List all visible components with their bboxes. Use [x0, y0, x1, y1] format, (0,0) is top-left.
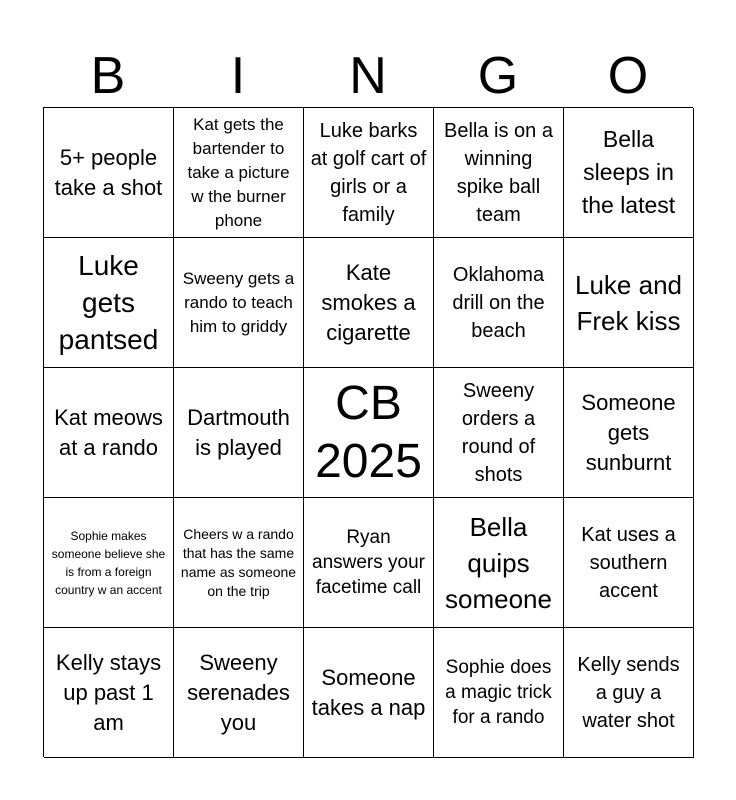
cell-text: Oklahoma drill on the beach: [452, 263, 545, 342]
cell-text: Luke barks at golf cart of girls or a family: [310, 119, 427, 226]
cell-text: Kelly sends a guy a water shot: [577, 653, 680, 732]
header-letter-n: N: [349, 47, 387, 105]
cell-text: Bella quips someone: [445, 511, 552, 614]
header-letter-i: I: [230, 47, 246, 105]
bingo-cell[interactable]: [434, 368, 564, 498]
bingo-cell[interactable]: [304, 498, 434, 628]
cell-text: Kat uses a southern accent: [581, 523, 676, 602]
free-space-cell[interactable]: [304, 368, 434, 498]
cell-text: Sophie does a magic trick for a rando: [445, 657, 552, 728]
cell-text: Bella is on a winning spike ball team: [444, 119, 553, 226]
bingo-cell[interactable]: [174, 498, 304, 628]
cell-text: Sweeny serenades you: [187, 649, 290, 735]
bingo-cell[interactable]: [564, 368, 694, 498]
bingo-cell[interactable]: [564, 108, 694, 238]
cell-text: Kat meows at a rando: [54, 404, 163, 460]
bingo-cell[interactable]: [434, 238, 564, 368]
bingo-cell[interactable]: [564, 238, 694, 368]
cell-text: Someone takes a nap: [311, 664, 426, 720]
bingo-cell[interactable]: [304, 108, 434, 238]
header-letter-g: G: [477, 47, 519, 105]
bingo-cell[interactable]: [434, 498, 564, 628]
cell-text: Sophie makes someone believe she is from a foreign country w an accent: [51, 528, 166, 597]
cell-text: Kat gets the bartender to take a picture w the burner phone: [187, 114, 290, 230]
bingo-cell[interactable]: [44, 498, 174, 628]
cell-text: Luke gets pantsed: [58, 250, 159, 355]
bingo-header: [43, 46, 693, 106]
bingo-cell[interactable]: [304, 238, 434, 368]
header-letter-b: B: [90, 47, 126, 105]
cell-text: Kate smokes a cigarette: [321, 259, 416, 345]
bingo-cell[interactable]: [564, 498, 694, 628]
cell-text: Someone gets sunburnt: [581, 389, 676, 475]
cell-text: CB 2025: [315, 376, 422, 488]
cell-text: Ryan answers your facetime call: [312, 527, 425, 598]
bingo-cell[interactable]: [174, 368, 304, 498]
cell-text: Luke and Frek kiss: [575, 269, 682, 336]
cell-text: Cheers w a rando that has the same name as someone on the trip: [180, 525, 297, 599]
bingo-cell[interactable]: [434, 108, 564, 238]
bingo-cell[interactable]: [174, 238, 304, 368]
cell-text: Sweeny gets a rando to teach him to griddy: [182, 268, 295, 336]
bingo-cell[interactable]: [304, 628, 434, 758]
bingo-cell[interactable]: [564, 628, 694, 758]
cell-text: Dartmouth is played: [187, 404, 290, 460]
bingo-cell[interactable]: [44, 368, 174, 498]
bingo-cell[interactable]: [174, 628, 304, 758]
cell-text: 5+ people take a shot: [54, 144, 163, 200]
bingo-cell[interactable]: [44, 628, 174, 758]
cell-text: Kelly stays up past 1 am: [55, 649, 162, 735]
cell-text: Sweeny orders a round of shots: [461, 379, 536, 486]
header-letter-o: O: [607, 47, 649, 105]
bingo-cell[interactable]: [44, 108, 174, 238]
bingo-cell[interactable]: [434, 628, 564, 758]
bingo-cell[interactable]: [174, 108, 304, 238]
cell-text: Bella sleeps in the latest: [581, 126, 676, 218]
bingo-cell[interactable]: [44, 238, 174, 368]
bingo-grid: [43, 107, 693, 757]
